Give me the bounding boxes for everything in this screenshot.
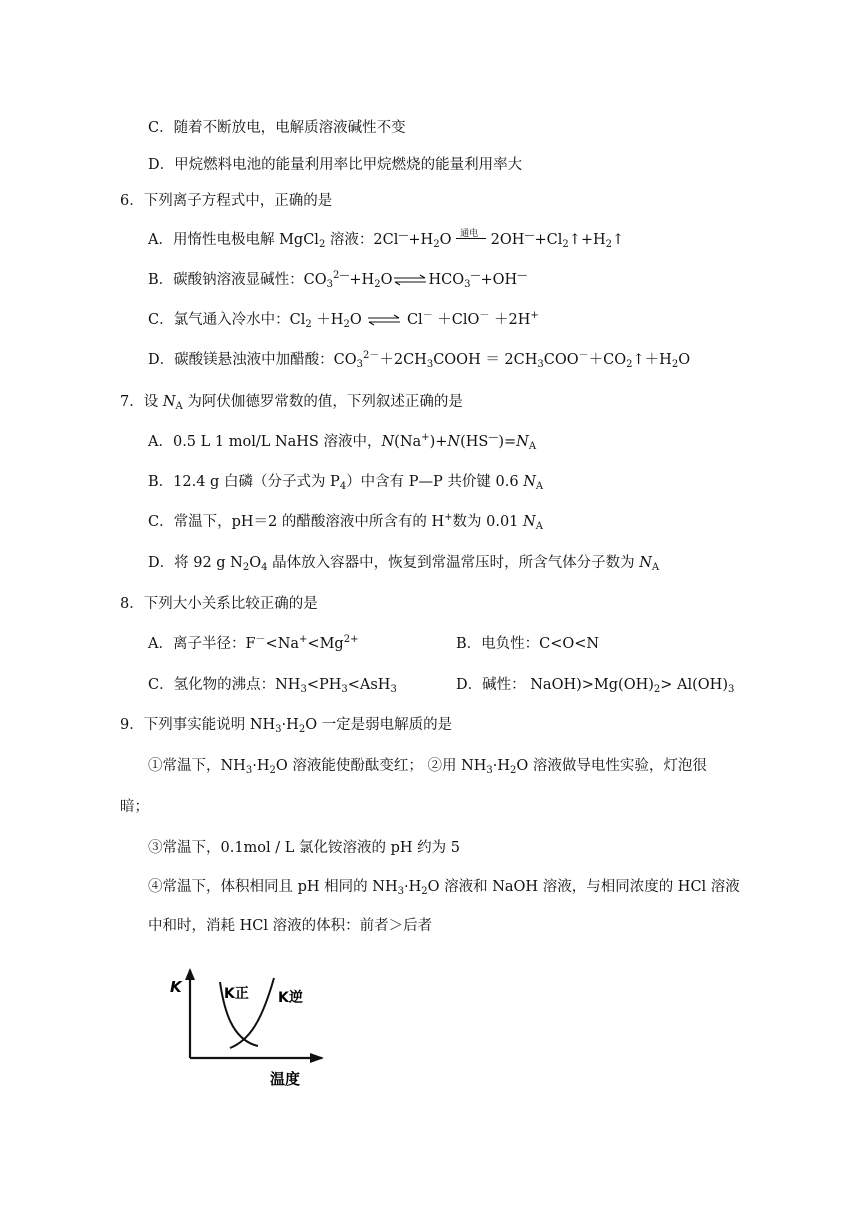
q6-option-d: D．碳酸镁悬浊液中加醋酸：$CO_3^{2-}+2CH_3COOH$ ＝ $2CH_3COO^-+CO_2↑+H_2O$	[148, 350, 691, 370]
q9-statement-2-cont: 暗；	[120, 799, 149, 815]
curve-label-k-forward: K正	[224, 986, 249, 1002]
q6-option-c: C．氯气通入冷水中：$Cl_2 +H_2O$ Cl－ ＋ClO－ ＋2H+	[148, 310, 539, 330]
axes	[185, 968, 324, 1063]
q9-statement-4-cont: 中和时，消耗 HCl 溶液的体积：前者＞后者	[148, 918, 433, 934]
q8-option-a: A．离子半径：$F^-<Na^+<Mg^{2+}$	[148, 634, 359, 652]
y-axis-label: K	[170, 978, 182, 996]
q9-statement-3: ③常温下，0.1mol / L 氯化铵溶液的 pH 约为 5	[148, 840, 460, 856]
q6-stem: 6．下列离子方程式中，正确的是	[120, 193, 333, 209]
q8-option-c: C．氢化物的沸点：$NH_3<PH_3<AsH_3$	[148, 677, 397, 695]
q5-option-d: D．甲烷燃料电池的能量利用率比甲烷燃烧的能量利用率大	[148, 157, 523, 173]
q5-option-c: C．随着不断放电，电解质溶液碱性不变	[148, 120, 406, 136]
equilibrium-arrow-icon	[367, 314, 401, 326]
q7-stem: 7．设 $N_A$ 为阿伏伽德罗常数的值，下列叙述正确的是	[120, 394, 463, 412]
q9-statement-1-2: ①常温下，$NH_3\cdot H_2O$ 溶液能使酚酞变红； ②用 $NH_3\cdot H_2O$ 溶液做导电性实验，灯泡很	[148, 758, 707, 776]
q7-option-b: B．12.4 g 白磷（分子式为 $P_4$）中含有 P—P 共价键 0.6 $N_A$	[148, 474, 544, 492]
q9-stem: 9．下列事实能说明 $NH_3\cdot H_2O$ 一定是弱电解质的是	[120, 717, 453, 735]
q8-option-b: B．电负性：C<O<N	[456, 636, 600, 652]
q8-option-d: D．碱性： $NaOH)>Mg(OH)_2> Al(OH)_3$	[456, 677, 735, 695]
q7-option-d: D．将 92 g $N_2O_4$ 晶体放入容器中，恢复到常温常压时，所含气体分子数为 $N_A$	[148, 555, 660, 573]
q6-option-a: A．用惰性电极电解 MgCl$_2$ 溶液：$2Cl^—+H_2O$ 通电 $2OH^—+Cl_2↑+H_2↑$	[148, 229, 625, 250]
q6-option-b: B．碳酸钠溶液显碱性：$CO_3^{2—}+H_2O$ $HCO_3^—+OH^—$	[148, 270, 528, 290]
q7-option-a: A．0.5 L 1 mol/L NaHS 溶液中，$N(Na^+)+N(HS^—)=N_A$	[148, 432, 537, 452]
x-axis-label: 温度	[270, 1070, 301, 1088]
k-temperature-figure	[160, 960, 340, 1090]
q8-stem: 8．下列大小关系比较正确的是	[120, 596, 318, 612]
q7-option-c: C．常温下，pH＝2 的醋酸溶液中所含有的 H+数为 0.01 $N_A$	[148, 512, 543, 532]
curve-label-k-reverse: K逆	[278, 990, 303, 1006]
equilibrium-arrow-icon	[393, 274, 427, 286]
q9-statement-4: ④常温下，体积相同且 pH 相同的 $NH_3\cdot H_2O$ 溶液和 NaOH 溶液，与相同浓度的 HCl 溶液	[148, 879, 740, 897]
